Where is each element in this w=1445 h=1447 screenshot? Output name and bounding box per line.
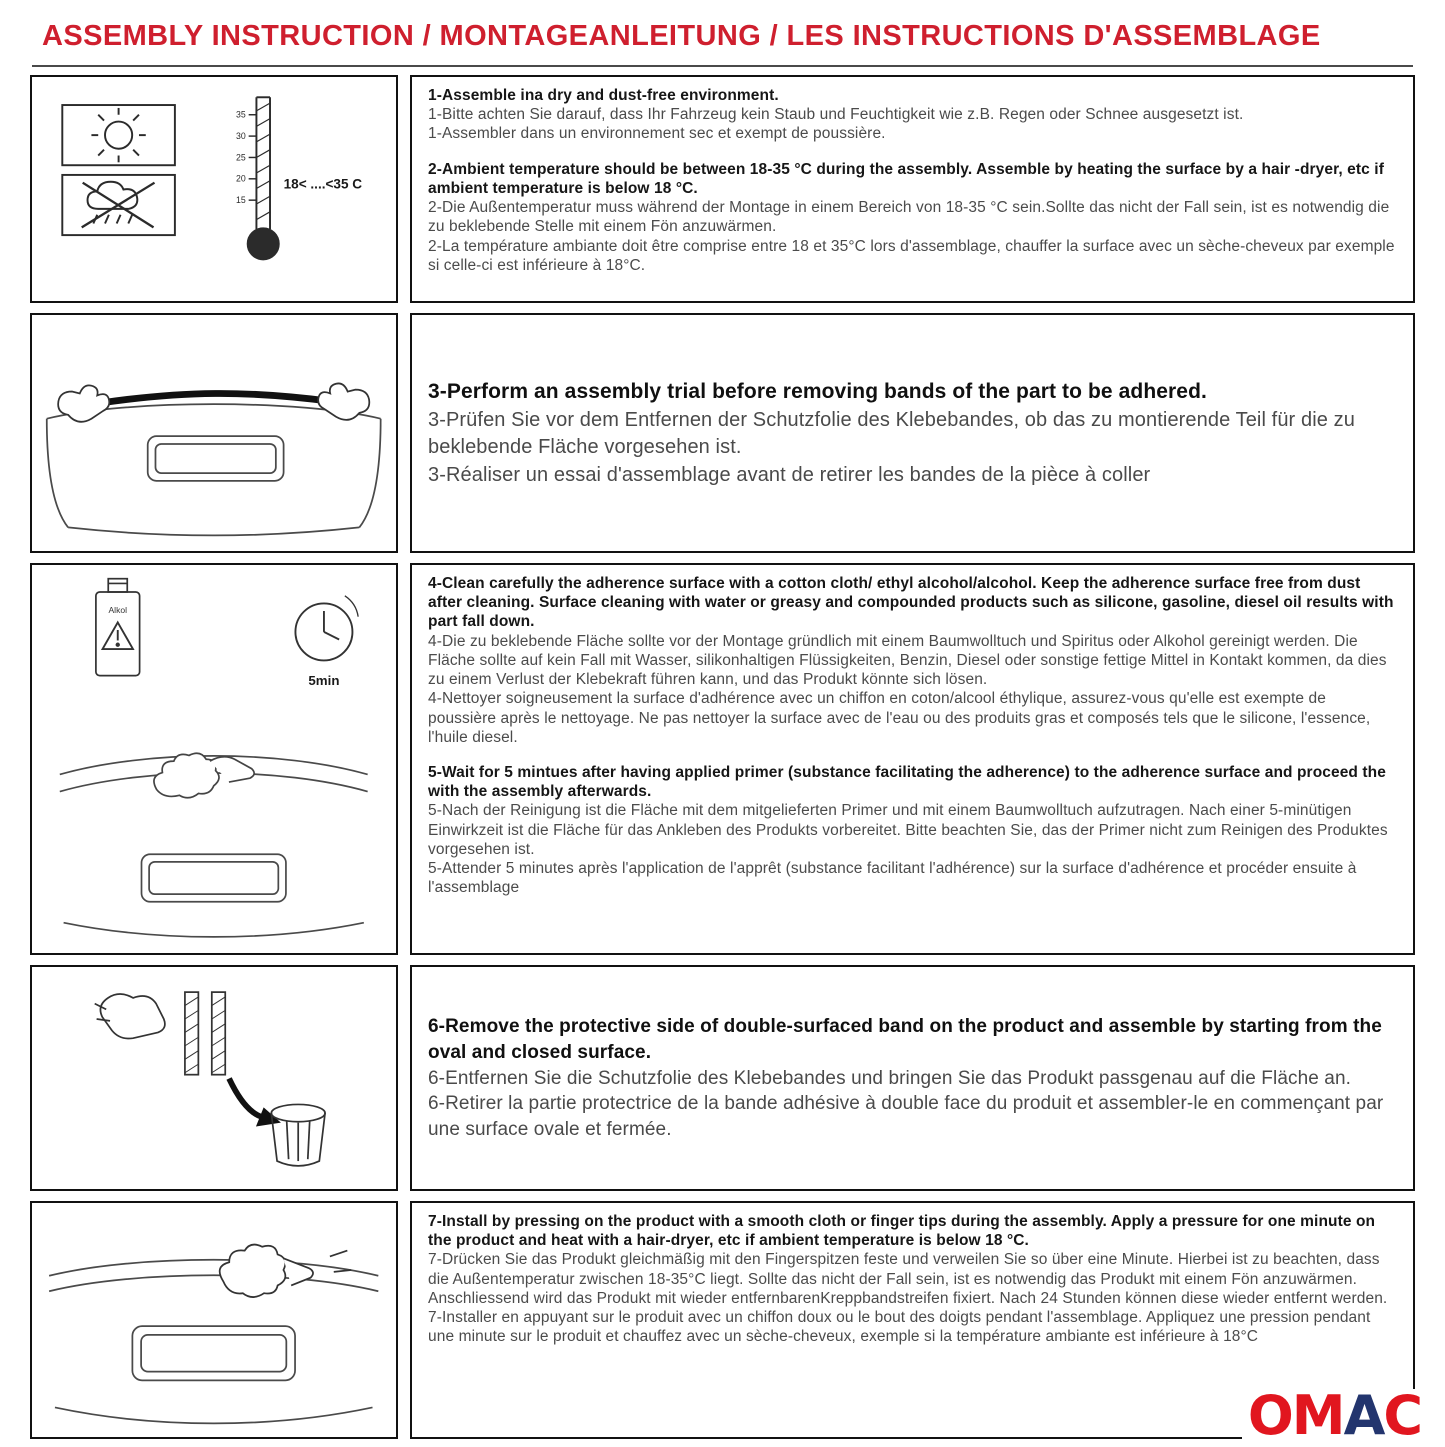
svg-text:15: 15 bbox=[236, 195, 247, 206]
step-6-text-de: 6-Entfernen Sie die Schutzfolie des Klebebandes und bringen Sie das Produkt passgenau auf die Fläche an. bbox=[428, 1067, 1352, 1089]
step-7-text-de: 7-Drücken Sie das Produkt gleichmäßig mit den Fingerspitzen feste und verweilen Sie so über eine Minute. Hierbei ist zu beachten, dass die Außentemperatur zwischen 18-35°C liegt. Sollte das nicht der Fall sein, ist es notwendig das Produkt mit einem Fön anzuwärmen. Anschliessend wird das Produkt mit wieder entfernbarenKreppbandstreifen fixiert. Nach 24 Stunden können diese wieder entfernt werden. bbox=[428, 1251, 1388, 1307]
step-3-text-de: 3-Prüfen Sie vor dem Entfernen der Schutzfolie des Klebebandes, ob das zu montierende Teil für die zu beklebende Fläche vorgesehen ist. bbox=[428, 408, 1355, 459]
illustration-environment bbox=[30, 75, 398, 303]
step-3-text-en: 3-Perform an assembly trial before removing bands of the part to be adhered. bbox=[428, 379, 1207, 403]
no-rain-icon bbox=[82, 182, 155, 228]
bottle-label: Alkol bbox=[108, 604, 128, 615]
svg-text:25: 25 bbox=[236, 152, 247, 163]
step-7-text-fr: 7-Installer en appuyant sur le produit avec un chiffon doux ou le bout des doigts pendant l'assemblage. Appliquez une pression pendant une minute sur le produit et chauffez avec un sèche-cheveux, exemple si la température ambiante est inférieure à 18°C bbox=[428, 1309, 1371, 1346]
step-4-text-fr: 4-Nettoyer soigneusement la surface d'adhérence avec un chiffon en coton/alcool éthylique, assurez-vous qu'elle est exempte de poussière après le nettoyage. Ne pas nettoyer la surface avec de l'eau ou des produits gras et composés tels que le silicone, l'essence, l'huile diesel. bbox=[428, 690, 1371, 746]
step-6-text-fr: 6-Retirer la partie protectrice de la bande adhésive à double face du produit et assembler-le en commençant par une surface ovale et fermée. bbox=[428, 1093, 1384, 1140]
pressing-hand-icon bbox=[220, 1244, 352, 1297]
step-row-remove-band bbox=[30, 965, 1415, 1191]
svg-text:30: 30 bbox=[236, 131, 247, 142]
warning-triangle-icon bbox=[103, 622, 133, 649]
cleaning-drawing bbox=[39, 573, 388, 945]
step-row-trial bbox=[30, 313, 1415, 553]
step-3-text-fr: 3-Réaliser un essai d'assemblage avant de retirer les bandes de la pièce à coller bbox=[428, 463, 1151, 486]
sun-icon bbox=[92, 108, 146, 162]
step-4-text-en: 4-Clean carefully the adherence surface with a cotton cloth/ ethyl alcohol/alcohol. Keep the adherence surface free from dust after cleaning. Surface cleaning with water or greasy and compounded products such as silicone, gasoline, diesel oil results with part fall down. bbox=[428, 575, 1394, 631]
hand-icon bbox=[95, 994, 165, 1038]
alcohol-bottle-icon bbox=[96, 578, 140, 675]
step-5-text-en: 5-Wait for 5 mintues after having applied primer (substance facilitating the adherence) to the adherence surface and proceed the with the assembly afterwards. bbox=[428, 763, 1386, 801]
step-text-environment bbox=[410, 75, 1415, 303]
clock-duration-label: 5min bbox=[308, 672, 340, 688]
trash-can-icon bbox=[272, 1105, 326, 1166]
press-install-drawing bbox=[39, 1208, 388, 1433]
environment-temperature-drawing bbox=[39, 81, 388, 296]
trim-strip bbox=[99, 393, 330, 403]
wiping-hand-icon bbox=[154, 753, 254, 797]
step-1-text-de: 1-Bitte achten Sie darauf, dass Ihr Fahrzeug kein Staub und Feuchtigkeit wie z.B. Regen oder Schnee ausgesetzt ist. bbox=[428, 106, 1244, 124]
trunk-surface bbox=[49, 1259, 378, 1423]
remove-band-drawing bbox=[39, 971, 388, 1184]
svg-text:20: 20 bbox=[236, 174, 247, 185]
step-2-text-en: 2-Ambient temperature should be between 18-35 °C during the assembly. Assemble by heating the surface by a hair -dryer, etc if ambient temperature is below 18 °C. bbox=[428, 160, 1384, 197]
step-5-text-fr: 5-Attender 5 minutes après l'application de l'apprêt (substance facilitant l'adhérence) sur la surface d'adhérence et procéder ensuite à l'assemblage bbox=[428, 860, 1357, 897]
logo-letter-a: A bbox=[1343, 1384, 1384, 1447]
arrow-down-icon bbox=[229, 1079, 281, 1127]
svg-text:35: 35 bbox=[236, 110, 247, 121]
step-7-text-en: 7-Install by pressing on the product with a smooth cloth or finger tips during the assembly. Apply a pressure for one minute on the product and heat with a hair-dryer, etc if ambient temperature is below 18 °C. bbox=[428, 1213, 1376, 1250]
illustration-assembly-trial bbox=[30, 313, 398, 553]
step-text-cleaning bbox=[410, 563, 1415, 955]
left-hand-icon bbox=[58, 385, 109, 421]
illustration-remove-band bbox=[30, 965, 398, 1191]
page-title: ASSEMBLY INSTRUCTION / MONTAGEANLEITUNG / LES INSTRUCTIONS D'ASSEMBLAGE bbox=[42, 20, 1321, 52]
clock-icon bbox=[296, 596, 359, 661]
logo-letter-c: C bbox=[1383, 1384, 1421, 1447]
step-row-cleaning bbox=[30, 563, 1415, 955]
step-2-text-fr: 2-La température ambiante doit être comprise entre 18 et 35°C lors d'assemblage, chauffer la surface avec un sèche-cheveux par exemple si celle-ci est inférieure à 18°C. bbox=[428, 237, 1395, 274]
omac-logo bbox=[1242, 1384, 1421, 1447]
thermometer-icon bbox=[248, 98, 279, 260]
step-text-remove-band bbox=[410, 965, 1415, 1191]
step-2-text-de: 2-Die Außentemperatur muss während der Montage in einem Bereich von 18-35 °C sein.Sollte das nicht der Fall sein, ist es notwendig die zu beklebende Stelle mit einem Fön anzuwärmen. bbox=[428, 199, 1390, 236]
step-1-text-en: 1-Assemble ina dry and dust-free environment. bbox=[428, 87, 779, 104]
illustration-press-install bbox=[30, 1201, 398, 1439]
title-divider bbox=[32, 65, 1413, 67]
step-row-press-install bbox=[30, 1201, 1415, 1439]
paragraph-spacer bbox=[428, 747, 1397, 763]
plate-recess bbox=[64, 854, 364, 937]
illustration-cleaning bbox=[30, 563, 398, 955]
step-row-environment bbox=[30, 75, 1415, 303]
step-5-text-de: 5-Nach der Reinigung ist die Fläche mit dem mitgelieferten Primer und mit einem Baumwolltuch aufzutragen. Nach einer 5-minütigen Einwirkzeit ist die Fläche für das Ankleben des Produkts vorbereitet. Bitte beachten Sie, das der Primer nicht zum Reinigen des Produktes vorgesehen ist. bbox=[428, 802, 1388, 858]
thermometer-scale bbox=[236, 110, 246, 205]
step-text-trial bbox=[410, 313, 1415, 553]
step-4-text-de: 4-Die zu beklebende Fläche sollte vor der Montage gründlich mit einem Baumwolltuch und Spiritus oder Alkohol gereinigt werden. Die Fläche sollte auf kein Fall mit Wasser, silikonhaltigen Flüssigkeiten, Benzin, Diesel oder sonstige fettige Mittel in Kontakt kommen, da dies zu einem Verlust der Klebekraft führen kann, und das Produkt könnte sich lösen. bbox=[428, 632, 1387, 689]
adhesive-band-strips bbox=[185, 993, 225, 1076]
assembly-trial-drawing bbox=[39, 320, 388, 547]
step-1-text-fr: 1-Assembler dans un environnement sec et exempt de poussière. bbox=[428, 125, 886, 143]
step-6-text-en: 6-Remove the protective side of double-surfaced band on the product and assemble by starting from the oval and closed surface. bbox=[428, 1016, 1382, 1064]
temperature-range-label: 18< ....<35 C bbox=[283, 177, 363, 192]
logo-letters-om: OM bbox=[1247, 1384, 1344, 1447]
license-plate-recess bbox=[148, 436, 284, 481]
paragraph-spacer bbox=[428, 144, 1397, 160]
